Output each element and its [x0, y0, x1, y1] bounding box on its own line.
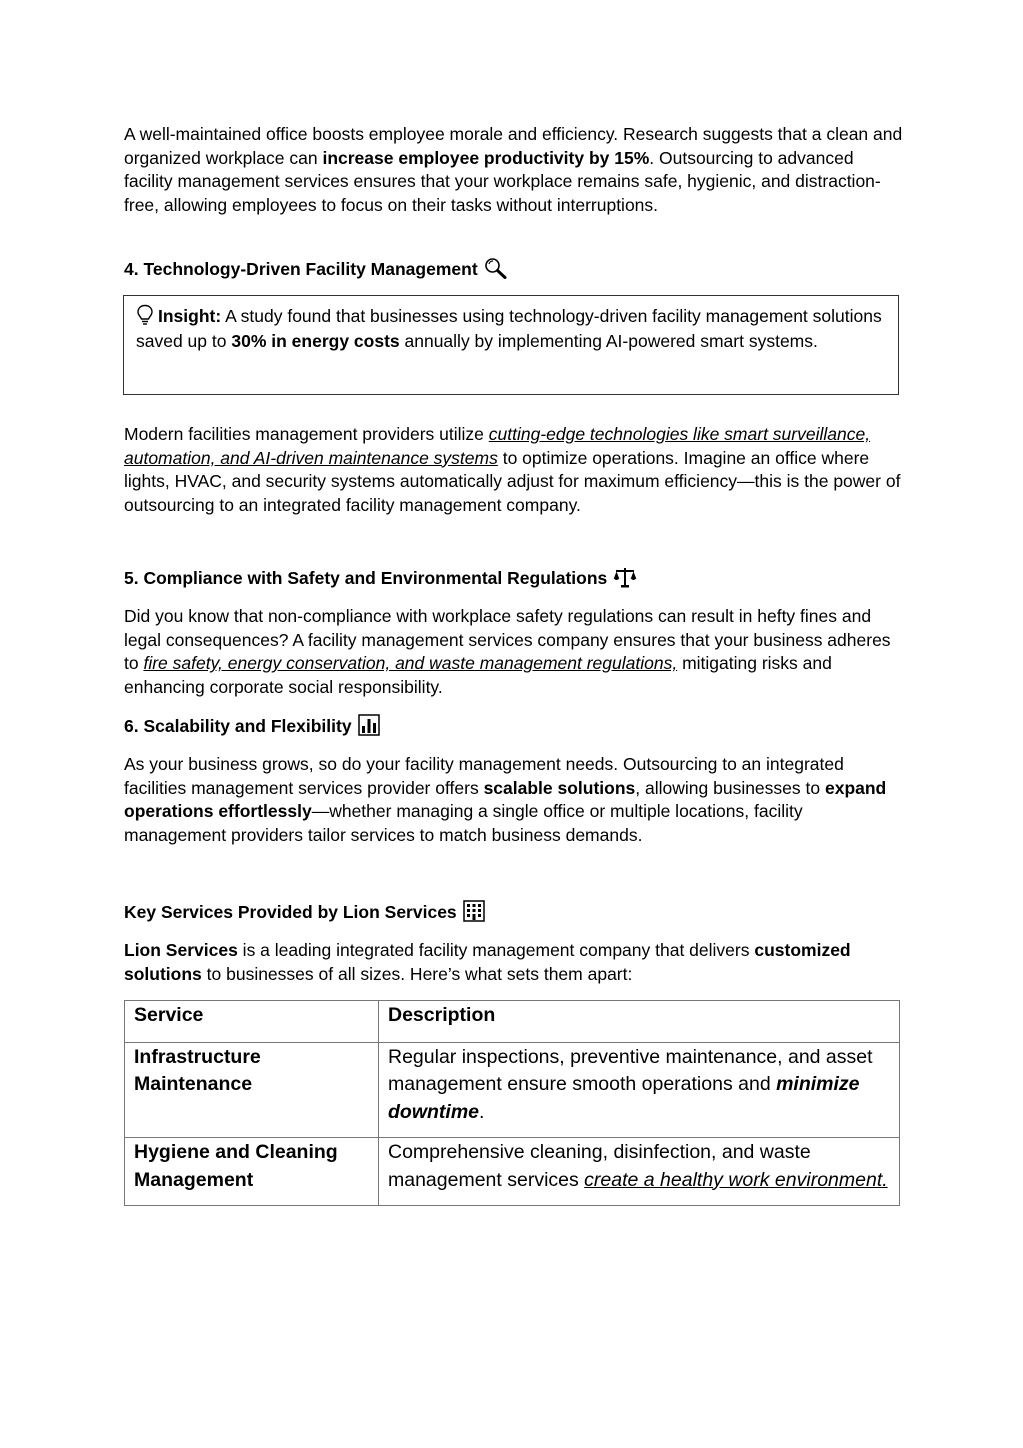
services-table — [124, 1000, 900, 1206]
bold-run: Lion Services — [124, 940, 238, 960]
bar-chart-icon — [358, 714, 380, 736]
text-run: is a leading integrated facility management company that delivers — [237, 940, 755, 960]
text-run: to optimize operations. Imagine an office where lights, HVAC, and security systems automatically adjust for maximum efficiency—this is the power of outsourcing to an integrated facility management company. — [124, 447, 901, 515]
section4-paragraph — [124, 423, 904, 517]
section6-heading — [124, 714, 380, 738]
service-name-cell: Infrastructure Maintenance — [125, 1042, 379, 1138]
bold-italic-run: minimize downtime — [388, 1073, 860, 1123]
text-run: A study found that businesses using technology-driven facility management solutions saved up to — [136, 306, 882, 351]
section5-heading — [124, 566, 637, 590]
text-run: Comprehensive cleaning, disinfection, and waste management services — [388, 1141, 811, 1191]
key-services-intro — [124, 939, 904, 986]
section6-paragraph — [124, 753, 904, 847]
italic-underlined-link[interactable]: cutting-edge technologies like smart surveillance, automation, and AI-driven maintenance systems — [124, 424, 871, 468]
service-description-cell — [379, 1138, 900, 1206]
text-run: mitigating risks and enhancing corporate social responsibility. — [124, 653, 832, 697]
bold-run: increase employee productivity by 15% — [322, 147, 650, 168]
text-run: Did you know that non-compliance with workplace safety regulations can result in hefty fines and legal consequences? A facility management services company ensures that your business adheres to — [124, 606, 891, 674]
text-run: . — [479, 1100, 485, 1123]
heading-text: 4. Technology-Driven Facility Management — [124, 259, 478, 279]
text-run: to businesses of all sizes. Here’s what sets them apart: — [201, 963, 633, 984]
italic-underlined-link[interactable]: create a healthy work environment. — [584, 1168, 888, 1191]
text-run: Modern facilities management providers utilize — [124, 424, 489, 444]
section5-paragraph — [124, 605, 904, 699]
table-header-cell: Service — [125, 1001, 379, 1043]
office-building-icon — [463, 900, 485, 922]
table-row — [125, 1138, 900, 1206]
italic-underlined-link[interactable]: fire safety, energy conservation, and waste management regulations, — [143, 653, 678, 674]
table-row — [125, 1042, 900, 1138]
text-run: —whether managing a single office or multiple locations, facility management providers tailor services to match business demands. — [124, 801, 803, 845]
table-header-cell: Description — [379, 1001, 900, 1043]
insight-box — [123, 295, 899, 395]
text-run: , allowing businesses to — [635, 777, 825, 798]
bold-run: expand operations effortlessly — [124, 777, 887, 822]
service-description-cell — [379, 1042, 900, 1138]
key-services-heading — [124, 900, 485, 924]
text-run: Regular inspections, preventive maintenance, and asset management ensure smooth operations and — [388, 1045, 873, 1095]
service-name-cell: Hygiene and Cleaning Management — [125, 1138, 379, 1206]
table-header-row — [125, 1001, 900, 1043]
text-run: annually by implementing AI-powered smart systems. — [399, 330, 818, 351]
heading-text: 5. Compliance with Safety and Environmental Regulations — [124, 568, 608, 588]
bold-run: customized solutions — [124, 940, 851, 984]
heading-text: Key Services Provided by Lion Services — [124, 902, 457, 922]
bold-run: 30% in energy costs — [231, 330, 400, 351]
text-run: . Outsourcing to advanced facility management services ensures that your workplace remains safe, hygienic, and distraction-free, allowing employees to focus on their tasks without interruptions. — [124, 147, 881, 215]
text-run: As your business grows, so do your facility management needs. Outsourcing to an integrated facilities management services provider offers — [124, 754, 844, 798]
text-run: A well-maintained office boosts employee morale and efficiency. Research suggests that a clean and organized workplace can — [124, 124, 903, 168]
insight-label: Insight: — [158, 306, 222, 326]
intro-paragraph — [124, 123, 904, 217]
bold-run: scalable solutions — [483, 777, 636, 798]
lightbulb-icon — [136, 304, 154, 326]
scales-icon — [613, 566, 637, 588]
magnifier-icon — [484, 257, 508, 279]
section4-heading — [124, 257, 508, 281]
heading-text: 6. Scalability and Flexibility — [124, 716, 352, 736]
